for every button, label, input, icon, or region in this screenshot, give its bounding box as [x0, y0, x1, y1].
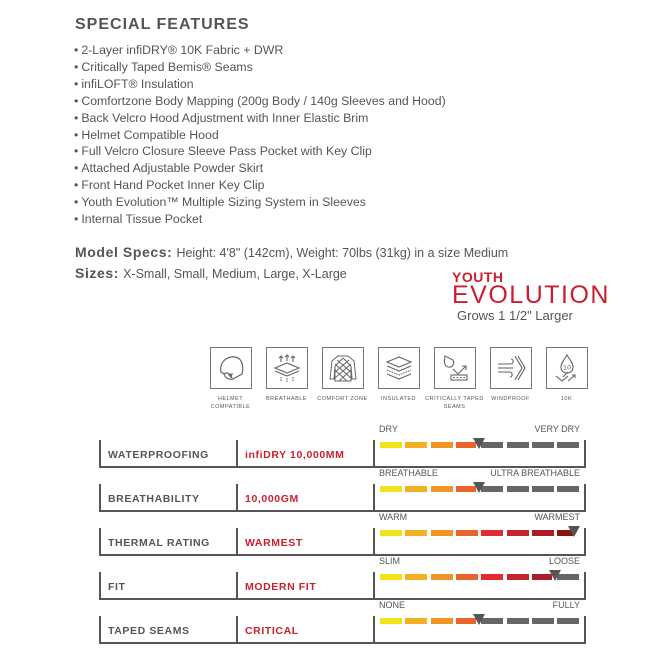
- scale-high-label: LOOSE: [548, 556, 580, 566]
- icon-label: WINDPROOF: [491, 396, 530, 402]
- feature-item: • Youth Evolution™ Multiple Sizing System in Sleeves: [74, 194, 446, 211]
- divider: [236, 616, 238, 644]
- scale-segment: [431, 530, 453, 536]
- scale-segment: [405, 442, 427, 448]
- model-specs-value: Height: 4'8" (142cm), Weight: 70lbs (31kg) in a size Medium: [176, 246, 509, 260]
- sizes: [75, 265, 347, 281]
- rating-row: [99, 424, 586, 468]
- feature-item: • 2-Layer infiDRY® 10K Fabric + DWR: [74, 42, 446, 59]
- scale-segment: [405, 486, 427, 492]
- divider: [236, 572, 238, 600]
- youth-evolution-logo: [452, 269, 610, 309]
- scale-segment: [532, 442, 554, 448]
- scale-segment: [532, 530, 554, 536]
- 10k-drop-icon: [546, 347, 588, 389]
- feature-item: • Critically Taped Bemis® Seams: [74, 59, 446, 76]
- scale-high-label: FULLY: [552, 600, 580, 610]
- logo-line-2: EVOLUTION: [452, 281, 610, 309]
- scale-segment: [380, 442, 402, 448]
- rating-scale-bar: [380, 618, 580, 625]
- divider: [373, 528, 375, 556]
- ratings-table: [99, 424, 586, 644]
- special-features-title: SPECIAL FEATURES: [75, 16, 250, 33]
- scale-segment: [557, 618, 579, 624]
- icon-cell-breathable: [264, 347, 309, 411]
- grows-tagline: Grows 1 1/2" Larger: [457, 308, 573, 323]
- icon-label: HELMET COMPATIBLE: [210, 396, 251, 410]
- rating-name: TAPED SEAMS: [108, 625, 190, 637]
- scale-segment: [557, 486, 579, 492]
- breathable-icon: [266, 347, 308, 389]
- scale-segment: [507, 442, 529, 448]
- scale-segment: [557, 442, 579, 448]
- scale-segment: [532, 486, 554, 492]
- feature-item: • Comfortzone Body Mapping (200g Body / 140g Sleeves and Hood): [74, 93, 446, 110]
- rating-scale-bar: [380, 486, 580, 493]
- helmet-icon: [210, 347, 252, 389]
- scale-high-label: ULTRA BREATHABLE: [490, 468, 580, 478]
- rating-row: [99, 600, 586, 644]
- rating-marker-icon: [549, 570, 561, 581]
- scale-low-label: DRY: [379, 424, 398, 434]
- divider: [373, 616, 375, 644]
- scale-segment: [405, 530, 427, 536]
- model-specs: [75, 244, 508, 260]
- scale-segment: [456, 530, 478, 536]
- sizes-label: Sizes:: [75, 265, 120, 281]
- rating-row: [99, 468, 586, 512]
- icon-cell-helmet: [208, 347, 253, 411]
- icon-cell-insulated: [376, 347, 421, 411]
- divider: [236, 484, 238, 512]
- scale-segment: [380, 486, 402, 492]
- insulated-icon: [378, 347, 420, 389]
- features-list: [74, 42, 446, 228]
- scale-segment: [380, 618, 402, 624]
- feature-item: • Front Hand Pocket Inner Key Clip: [74, 177, 446, 194]
- feature-item: • Full Velcro Closure Sleeve Pass Pocket with Key Clip: [74, 143, 446, 160]
- scale-segment: [532, 618, 554, 624]
- scale-segment: [507, 574, 529, 580]
- scale-low-label: WARM: [379, 512, 408, 522]
- divider: [373, 440, 375, 468]
- divider: [373, 572, 375, 600]
- rating-value: MODERN FIT: [245, 581, 317, 593]
- scale-segment: [481, 530, 503, 536]
- scale-low-label: SLIM: [379, 556, 401, 566]
- divider: [236, 528, 238, 556]
- logo-line-1: YOUTH: [452, 269, 504, 285]
- icon-cell-taped-seams: [425, 347, 484, 411]
- icon-cell-windproof: [488, 347, 533, 411]
- rating-value: CRITICAL: [245, 625, 299, 637]
- feature-item: • Helmet Compatible Hood: [74, 127, 446, 144]
- rating-row: [99, 556, 586, 600]
- scale-segment: [507, 618, 529, 624]
- icon-label: 10K: [560, 396, 573, 402]
- icon-cell-comfort-zone: [317, 347, 368, 411]
- model-specs-label: Model Specs:: [75, 244, 173, 260]
- scale-segment: [405, 618, 427, 624]
- rating-marker-icon: [473, 482, 485, 493]
- scale-segment: [380, 574, 402, 580]
- scale-segment: [380, 530, 402, 536]
- rating-value: 10,000GM: [245, 493, 299, 505]
- divider: [584, 572, 586, 600]
- divider: [373, 484, 375, 512]
- feature-item: • infiLOFT® Insulation: [74, 76, 446, 93]
- divider: [584, 528, 586, 556]
- rating-name: BREATHABILITY: [108, 493, 200, 505]
- rating-value: WARMEST: [245, 537, 303, 549]
- rating-name: THERMAL RATING: [108, 537, 210, 549]
- svg-text:10: 10: [562, 363, 571, 372]
- icon-label: INSULATED: [381, 396, 416, 402]
- divider: [584, 484, 586, 512]
- rating-marker-icon: [473, 614, 485, 625]
- scale-low-label: BREATHABLE: [379, 468, 438, 478]
- scale-high-label: VERY DRY: [534, 424, 580, 434]
- scale-segment: [431, 442, 453, 448]
- feature-icons: [208, 347, 600, 411]
- scale-segment: [431, 618, 453, 624]
- divider: [236, 440, 238, 468]
- rating-value: infiDRY 10,000MM: [245, 449, 345, 461]
- scale-high-label: WARMEST: [534, 512, 580, 522]
- feature-item: • Internal Tissue Pocket: [74, 211, 446, 228]
- scale-segment: [481, 574, 503, 580]
- windproof-icon: [490, 347, 532, 389]
- icon-label: CRITICALLY TAPED SEAMS: [425, 396, 484, 410]
- divider: [584, 616, 586, 644]
- taped-seams-icon: [434, 347, 476, 389]
- rating-scale-bar: [380, 442, 580, 449]
- rating-name: FIT: [108, 581, 126, 593]
- sizes-value: X-Small, Small, Medium, Large, X-Large: [123, 267, 347, 281]
- icon-cell-10k: [544, 347, 589, 411]
- scale-segment: [507, 530, 529, 536]
- icon-label: BREATHABLE: [266, 396, 307, 402]
- scale-segment: [456, 574, 478, 580]
- feature-item: • Attached Adjustable Powder Skirt: [74, 160, 446, 177]
- rating-marker-icon: [568, 526, 580, 537]
- scale-low-label: NONE: [379, 600, 406, 610]
- jacket-icon: [322, 347, 364, 389]
- rating-name: WATERPROOFING: [108, 449, 209, 461]
- rating-scale-bar: [380, 530, 580, 537]
- scale-segment: [431, 574, 453, 580]
- rating-scale-bar: [380, 574, 580, 581]
- scale-segment: [405, 574, 427, 580]
- divider: [584, 440, 586, 468]
- scale-segment: [507, 486, 529, 492]
- rating-row: [99, 512, 586, 556]
- icon-label: COMFORT ZONE: [317, 396, 368, 402]
- scale-segment: [431, 486, 453, 492]
- rating-marker-icon: [473, 438, 485, 449]
- feature-item: • Back Velcro Hood Adjustment with Inner Elastic Brim: [74, 110, 446, 127]
